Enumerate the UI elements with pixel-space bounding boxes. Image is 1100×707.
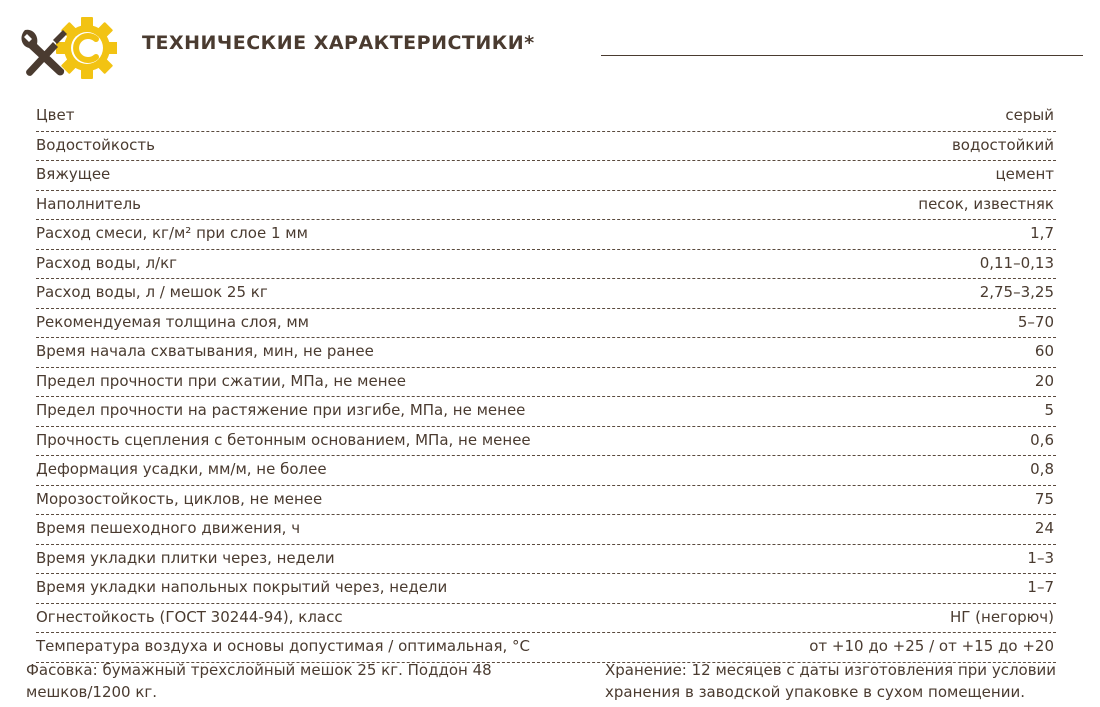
packaging-note: Фасовка: бумажный трехслойный мешок 25 кг. Поддон 48 мешков/1200 кг. — [26, 661, 492, 701]
spec-row — [36, 604, 1056, 634]
spec-value: 0,8 — [1030, 460, 1054, 478]
spec-row — [36, 309, 1056, 339]
spec-value: 24 — [1034, 519, 1054, 537]
spec-row — [36, 574, 1056, 604]
spec-value: 5–70 — [1017, 312, 1054, 331]
spec-label: Предел прочности при сжатии, МПа, не менее — [36, 371, 406, 390]
spec-row — [36, 545, 1056, 575]
spec-label: Водостойкость — [36, 135, 155, 154]
specs-table — [36, 102, 1056, 663]
logo — [17, 12, 117, 84]
spec-row — [36, 191, 1056, 221]
spec-value: 1–7 — [1027, 578, 1054, 596]
spec-value: 75 — [1034, 489, 1054, 508]
spec-value: от +10 до +25 / от +15 до +20 — [809, 637, 1054, 655]
spec-row — [36, 368, 1056, 398]
spec-value: 20 — [1034, 371, 1054, 390]
spec-row — [36, 338, 1056, 368]
storage-note: Хранение: 12 месяцев с даты изготовления при условии хранения в заводской упаковке в сухом помещении. — [605, 661, 1057, 701]
spec-row — [36, 486, 1056, 516]
spec-value: 1,7 — [1030, 224, 1054, 242]
wrench-gear-logo-icon — [17, 12, 117, 84]
spec-label: Огнестойкость (ГОСТ 30244-94), класс — [36, 607, 343, 626]
spec-label: Наполнитель — [36, 194, 141, 213]
spec-label: Время укладки напольных покрытий через, недели — [36, 578, 448, 596]
spec-row — [36, 279, 1056, 309]
spec-value: 1–3 — [1027, 548, 1054, 567]
spec-label: Рекомендуемая толщина слоя, мм — [36, 312, 309, 331]
spec-label: Морозостойкость, циклов, не менее — [36, 489, 323, 508]
spec-label: Время начала схватывания, мин, не ранее — [36, 342, 374, 360]
spec-row — [36, 132, 1056, 162]
spec-label: Предел прочности на растяжение при изгибе, МПа, не менее — [36, 401, 526, 419]
page-title: ТЕХНИЧЕСКИЕ ХАРАКТЕРИСТИКИ* — [142, 32, 535, 54]
spec-value: водостойкий — [951, 135, 1054, 154]
spec-value: 60 — [1034, 342, 1054, 360]
spec-row — [36, 102, 1056, 132]
spec-label: Деформация усадки, мм/м, не более — [36, 460, 327, 478]
spec-value: 5 — [1044, 401, 1054, 419]
spec-label: Расход воды, л/кг — [36, 253, 178, 272]
spec-label: Расход воды, л / мешок 25 кг — [36, 283, 268, 301]
spec-row — [36, 515, 1056, 545]
spec-row — [36, 427, 1056, 457]
spec-label: Прочность сцепления с бетонным основанием, МПа, не менее — [36, 430, 531, 449]
title-divider — [601, 55, 1083, 56]
spec-value: серый — [1005, 106, 1054, 124]
spec-row — [36, 250, 1056, 280]
spec-row — [36, 397, 1056, 427]
spec-label: Расход смеси, кг/м² при слое 1 мм — [36, 224, 308, 242]
spec-value: 2,75–3,25 — [979, 283, 1054, 301]
spec-label: Вяжущее — [36, 165, 111, 183]
spec-row — [36, 456, 1056, 486]
spec-value: цемент — [995, 165, 1054, 183]
spec-label: Цвет — [36, 106, 75, 124]
spec-label: Температура воздуха и основы допустимая / оптимальная, °С — [36, 637, 531, 655]
spec-row — [36, 220, 1056, 250]
spec-label: Время укладки плитки через, недели — [36, 548, 335, 567]
spec-row — [36, 161, 1056, 191]
spec-label: Время пешеходного движения, ч — [36, 519, 301, 537]
spec-value: 0,6 — [1030, 430, 1054, 449]
spec-value: НГ (негорюч) — [949, 607, 1054, 626]
spec-value: 0,11–0,13 — [979, 253, 1054, 272]
spec-value: песок, известняк — [918, 194, 1054, 213]
